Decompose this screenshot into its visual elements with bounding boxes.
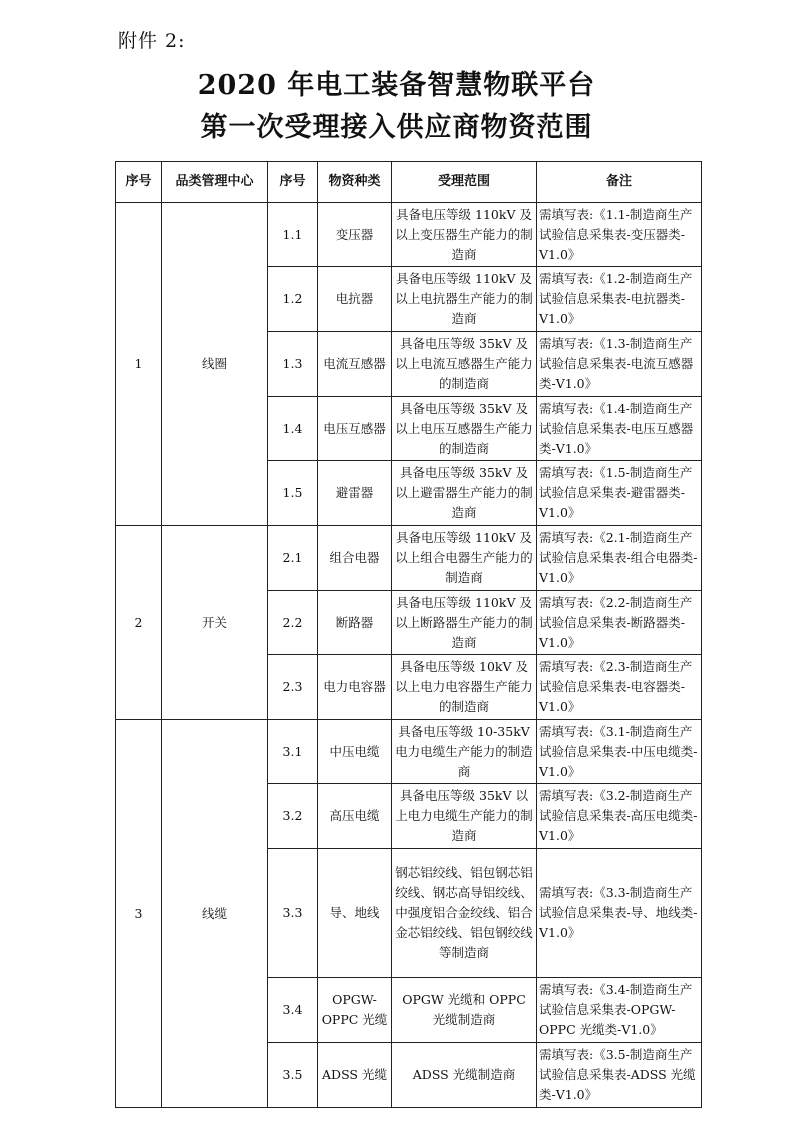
row-material: 变压器: [318, 203, 392, 267]
row-no: 3.3: [268, 849, 318, 978]
row-no: 3.5: [268, 1043, 318, 1108]
row-scope: 具备电压等级 35kV 及以上电压互感器生产能力的制造商: [392, 397, 537, 461]
row-material: 电抗器: [318, 267, 392, 332]
row-scope: OPGW 光缆和 OPPC 光缆制造商: [392, 978, 537, 1043]
row-note: 需填写表:《3.3-制造商生产试验信息采集表-导、地线类-V1.0》: [537, 849, 702, 978]
row-material: 电流互感器: [318, 332, 392, 397]
row-note: 需填写表:《3.4-制造商生产试验信息采集表-OPGW-OPPC 光缆类-V1.0》: [537, 978, 702, 1043]
table-header-row: [116, 162, 702, 203]
row-scope: 具备电压等级 110kV 及以上断路器生产能力的制造商: [392, 591, 537, 655]
row-scope: 具备电压等级 110kV 及以上电抗器生产能力的制造商: [392, 267, 537, 332]
supplier-scope-table: [115, 161, 702, 1108]
row-note: 需填写表:《1.4-制造商生产试验信息采集表-电压互感器类-V1.0》: [537, 397, 702, 461]
row-scope: ADSS 光缆制造商: [392, 1043, 537, 1108]
row-no: 1.5: [268, 461, 318, 526]
row-scope: 钢芯铝绞线、铝包钢芯铝绞线、钢芯高导铝绞线、中强度铝合金绞线、铝合金芯铝绞线、铝包钢绞线等制造商: [392, 849, 537, 978]
table-row: [116, 720, 702, 784]
row-no: 1.1: [268, 203, 318, 267]
row-scope: 具备电压等级 110kV 及以上组合电器生产能力的制造商: [392, 526, 537, 591]
row-material: OPGW-OPPC 光缆: [318, 978, 392, 1043]
row-material: 电压互感器: [318, 397, 392, 461]
row-material: 高压电缆: [318, 784, 392, 849]
row-no: 3.2: [268, 784, 318, 849]
row-note: 需填写表:《1.1-制造商生产试验信息采集表-变压器类-V1.0》: [537, 203, 702, 267]
row-note: 需填写表:《3.1-制造商生产试验信息采集表-中压电缆类-V1.0》: [537, 720, 702, 784]
document-title-line1: 2020 年电工装备智慧物联平台: [197, 70, 596, 101]
row-no: 1.3: [268, 332, 318, 397]
header-note: 备注: [537, 162, 702, 203]
document-title-line2: 第一次受理接入供应商物资范围: [200, 112, 593, 143]
row-material: ADSS 光缆: [318, 1043, 392, 1108]
row-no: 3.1: [268, 720, 318, 784]
group-seq: 1: [116, 203, 162, 526]
row-note: 需填写表:《3.2-制造商生产试验信息采集表-高压电缆类-V1.0》: [537, 784, 702, 849]
row-scope: 具备电压等级 10kV 及以上电力电容器生产能力的制造商: [392, 655, 537, 720]
row-material: 组合电器: [318, 526, 392, 591]
row-material: 避雷器: [318, 461, 392, 526]
row-scope: 具备电压等级 10-35kV 电力电缆生产能力的制造商: [392, 720, 537, 784]
row-no: 1.2: [268, 267, 318, 332]
row-note: 需填写表:《2.1-制造商生产试验信息采集表-组合电器类-V1.0》: [537, 526, 702, 591]
table-row: [116, 203, 702, 267]
row-note: 需填写表:《2.3-制造商生产试验信息采集表-电容器类-V1.0》: [537, 655, 702, 720]
group-seq: 3: [116, 720, 162, 1108]
row-no: 1.4: [268, 397, 318, 461]
header-seq: 序号: [116, 162, 162, 203]
group-seq: 2: [116, 526, 162, 720]
row-no: 2.1: [268, 526, 318, 591]
row-note: 需填写表:《1.2-制造商生产试验信息采集表-电抗器类-V1.0》: [537, 267, 702, 332]
table-row: [116, 526, 702, 591]
row-note: 需填写表:《1.3-制造商生产试验信息采集表-电流互感器类-V1.0》: [537, 332, 702, 397]
row-material: 断路器: [318, 591, 392, 655]
row-material: 导、地线: [318, 849, 392, 978]
row-scope: 具备电压等级 35kV 以上电力电缆生产能力的制造商: [392, 784, 537, 849]
row-scope: 具备电压等级 35kV 及以上电流互感器生产能力的制造商: [392, 332, 537, 397]
row-no: 3.4: [268, 978, 318, 1043]
attachment-label: 附件 2:: [118, 30, 186, 52]
row-no: 2.3: [268, 655, 318, 720]
group-center: 线缆: [162, 720, 268, 1108]
group-center: 开关: [162, 526, 268, 720]
row-no: 2.2: [268, 591, 318, 655]
row-note: 需填写表:《1.5-制造商生产试验信息采集表-避雷器类-V1.0》: [537, 461, 702, 526]
row-note: 需填写表:《2.2-制造商生产试验信息采集表-断路器类-V1.0》: [537, 591, 702, 655]
header-category-center: 品类管理中心: [162, 162, 268, 203]
row-scope: 具备电压等级 35kV 及以上避雷器生产能力的制造商: [392, 461, 537, 526]
row-note: 需填写表:《3.5-制造商生产试验信息采集表-ADSS 光缆类-V1.0》: [537, 1043, 702, 1108]
header-scope: 受理范围: [392, 162, 537, 203]
row-scope: 具备电压等级 110kV 及以上变压器生产能力的制造商: [392, 203, 537, 267]
group-center: 线圈: [162, 203, 268, 526]
header-material-type: 物资种类: [318, 162, 392, 203]
header-subseq: 序号: [268, 162, 318, 203]
row-material: 电力电容器: [318, 655, 392, 720]
row-material: 中压电缆: [318, 720, 392, 784]
